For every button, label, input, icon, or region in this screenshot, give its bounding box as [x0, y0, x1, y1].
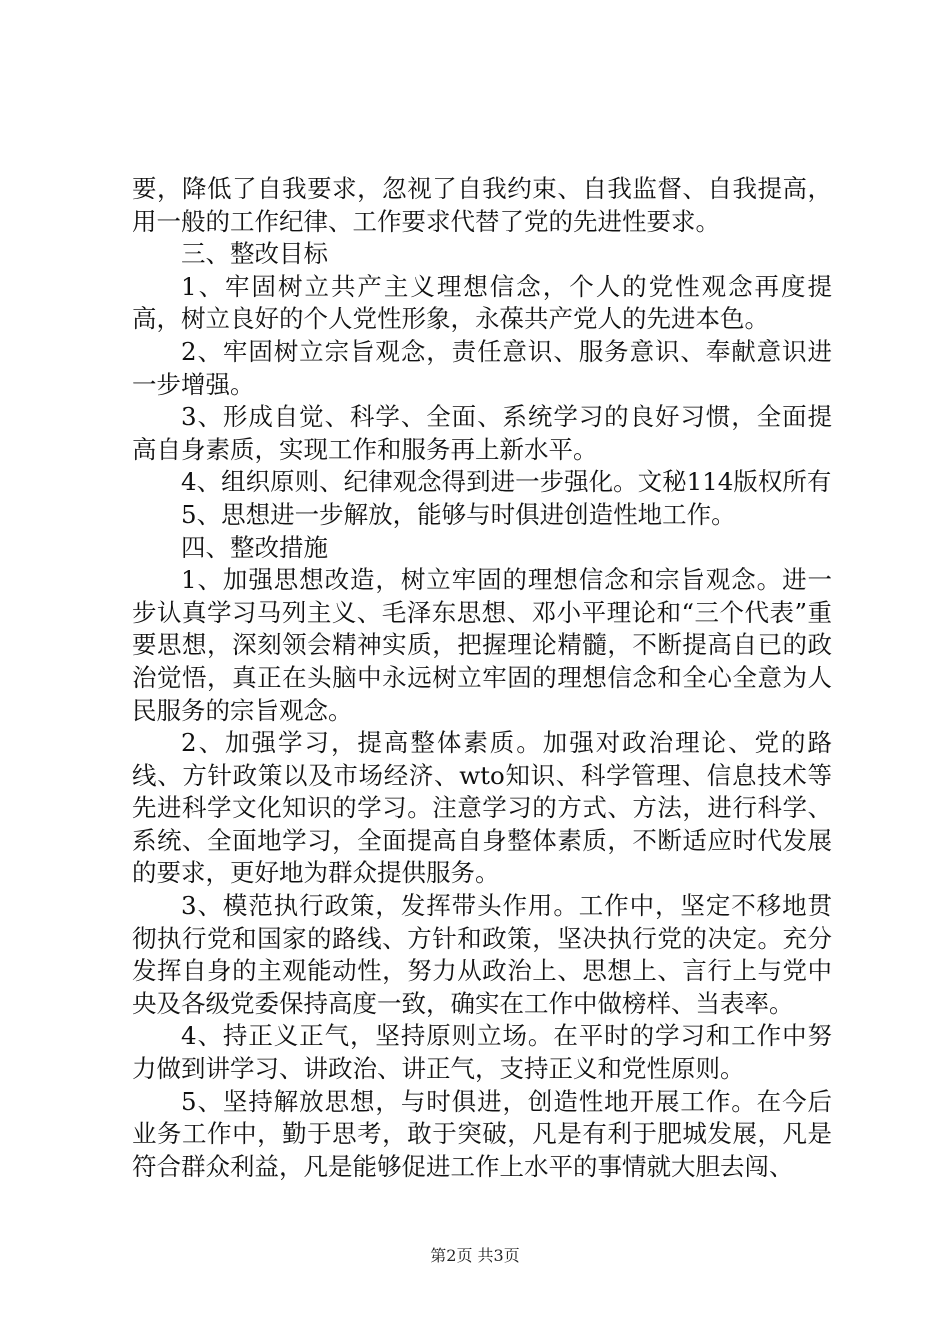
- measure-item-3: 3、模范执行政策，发挥带头作用。工作中，坚定不移地贯彻执行党和国家的路线、方针和政策，坚决执行党的决定。充分发挥自身的主观能动性，努力从政治上、思想上、言行上与党中央及各级党委保持高度一致，确实在工作中做榜样、当表率。: [132, 891, 832, 1018]
- section-heading-measures: 四、整改措施: [181, 532, 328, 562]
- goal-item-5: 5、思想进一步解放，能够与时俱进创造性地工作。: [181, 499, 736, 529]
- goal-item-4: 4、组织原则、纪律观念得到进一步强化。文秘114版权所有: [181, 467, 832, 497]
- paragraph-continuation: 要，降低了自我要求，忽视了自我约束、自我监督、自我提高，用一般的工作纪律、工作要求代替了党的先进性要求。: [132, 174, 832, 236]
- measure-item-1: 1、加强思想改造，树立牢固的理想信念和宗旨观念。进一步认真学习马列主义、毛泽东思想、邓小平理论和“三个代表”重要思想，深刻领会精神实质，把握理论精髓，不断提高自已的政治觉悟，真正在头脑中永远树立牢固的理想信念和全心全意为人民服务的宗旨观念。: [132, 565, 832, 725]
- page-footer: [0, 1246, 950, 1266]
- measure-item-2: 2、加强学习，提高整体素质。加强对政治理论、党的路线、方针政策以及市场经济、wto知识、科学管理、信息技术等先进科学文化知识的学习。注意学习的方式、方法，进行科学、系统、全面地学习，全面提高自身整体素质，不断适应时代发展的要求，更好地为群众提供服务。: [132, 728, 832, 888]
- section-heading-goals: 三、整改目标: [181, 239, 328, 269]
- goal-item-2: 2、牢固树立宗旨观念，责任意识、服务意识、奉献意识进一步增强。: [132, 336, 832, 399]
- goal-item-1: 1、牢固树立共产主义理想信念，个人的党性观念再度提高，树立良好的个人党性形象，永葆共产党人的先进本色。: [132, 271, 832, 334]
- measure-item-5: 5、坚持解放思想，与时俱进，创造性地开展工作。在今后业务工作中，勤于思考，敢于突破，凡是有利于肥城发展，凡是符合群众利益，凡是能够促进工作上水平的事情就大胆去闯、: [132, 1086, 832, 1181]
- measure-item-4: 4、持正义正气，坚持原则立场。在平时的学习和工作中努力做到讲学习、讲政治、讲正气，支持正义和党性原则。: [132, 1021, 832, 1084]
- goal-item-3: 3、形成自觉、科学、全面、系统学习的良好习惯，全面提高自身素质，实现工作和服务再上新水平。: [132, 402, 832, 464]
- page-number-label: 第2页 共3页: [430, 1246, 520, 1265]
- document-body: [132, 173, 832, 1183]
